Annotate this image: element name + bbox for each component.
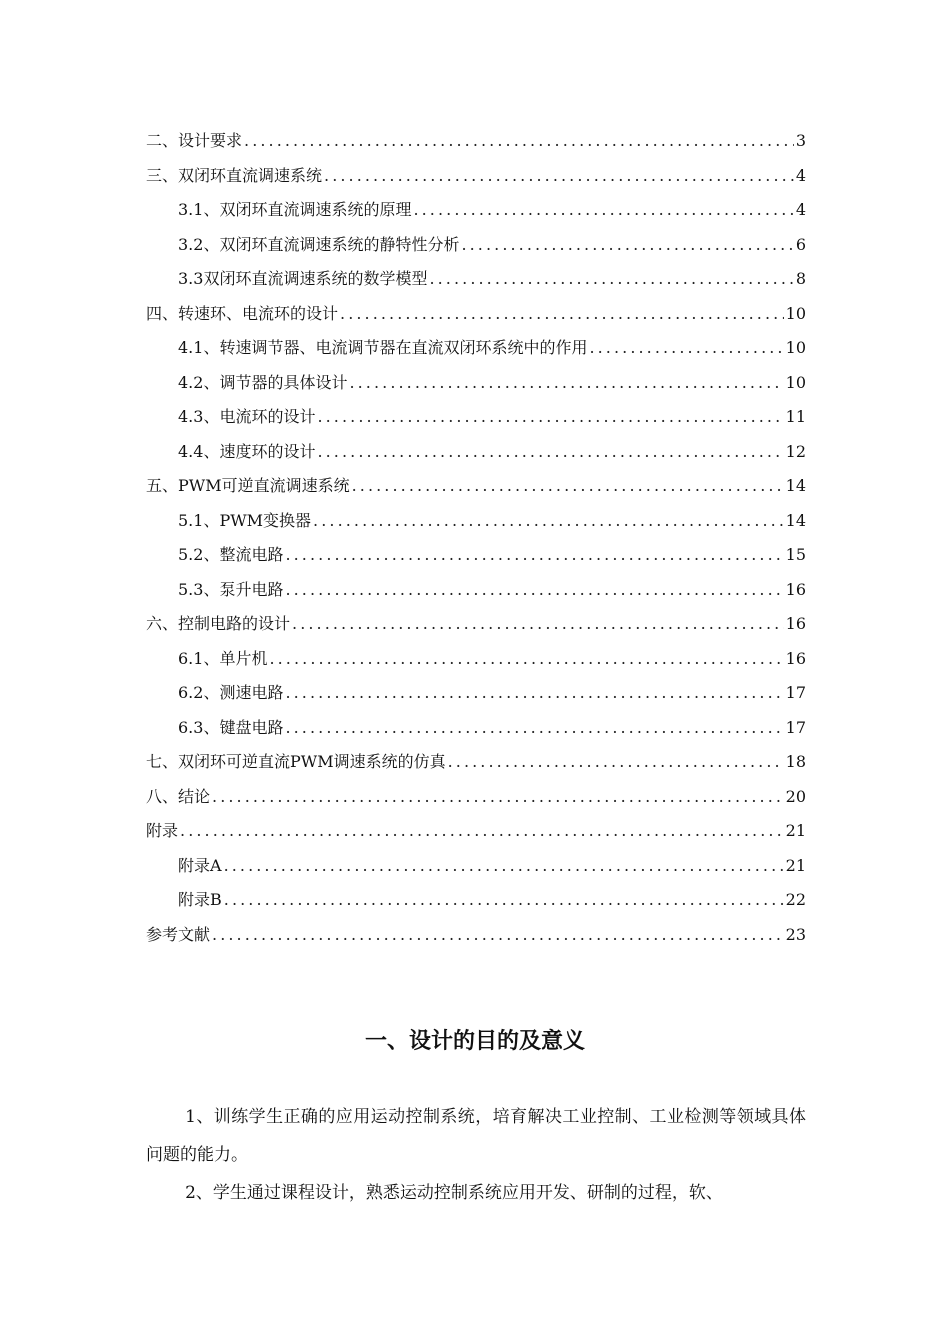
toc-entry-title: 三、双闭环直流调速系统 bbox=[146, 165, 323, 185]
toc-entry bbox=[146, 400, 806, 435]
toc-entry-title: 五、PWM可逆直流调速系统 bbox=[146, 476, 350, 495]
toc-leader-dots bbox=[340, 297, 784, 332]
body-paragraph: 1、训练学生正确的应用运动控制系统，培育解决工业控制、工业检测等领域具体问题的能力。 bbox=[146, 1107, 806, 1165]
toc-leader-dots bbox=[212, 918, 784, 953]
toc-entry-title: 3.1、双闭环直流调速系统的原理 bbox=[178, 200, 412, 219]
toc-entry bbox=[146, 711, 806, 746]
toc-entry bbox=[146, 814, 806, 849]
toc-leader-dots bbox=[313, 504, 784, 539]
toc-entry-page: 18 bbox=[785, 752, 806, 771]
toc-entry-title: 四、转速环、电流环的设计 bbox=[146, 303, 339, 323]
toc-entry-page: 17 bbox=[785, 683, 806, 702]
toc-entry bbox=[146, 124, 806, 159]
toc-leader-dots bbox=[429, 262, 793, 297]
toc-entry-page: 8 bbox=[795, 269, 806, 288]
toc-entry bbox=[146, 193, 806, 228]
toc-entry-page: 23 bbox=[785, 924, 806, 944]
toc-entry-title: 参考文献 bbox=[146, 924, 211, 944]
toc-entry bbox=[146, 607, 806, 642]
toc-entry bbox=[146, 573, 806, 608]
toc-leader-dots bbox=[180, 814, 784, 849]
toc-entry-title: 二、设计要求 bbox=[146, 131, 243, 150]
toc-entry-title: 4.3、电流环的设计 bbox=[178, 407, 316, 426]
toc-leader-dots bbox=[285, 538, 783, 573]
toc-entry-page: 21 bbox=[785, 855, 806, 875]
toc-entry bbox=[146, 642, 806, 677]
toc-entry-title: 4.1、转速调节器、电流调节器在直流双闭环系统中的作用 bbox=[178, 338, 588, 357]
toc-leader-dots bbox=[349, 366, 783, 401]
toc-leader-dots bbox=[244, 124, 794, 159]
toc-entry bbox=[146, 780, 806, 815]
toc-entry-page: 16 bbox=[785, 579, 806, 599]
toc-leader-dots bbox=[292, 607, 784, 642]
toc-leader-dots bbox=[212, 780, 784, 815]
toc-entry-page: 6 bbox=[795, 234, 806, 254]
toc-leader-dots bbox=[285, 711, 783, 746]
toc-entry-title: 七、双闭环可逆直流PWM调速系统的仿真 bbox=[146, 752, 446, 771]
table-of-contents bbox=[146, 124, 806, 952]
toc-entry bbox=[146, 745, 806, 780]
toc-leader-dots bbox=[317, 435, 783, 470]
toc-entry-title: 附录A bbox=[178, 855, 222, 875]
section-body bbox=[146, 1098, 806, 1212]
toc-leader-dots bbox=[285, 573, 783, 608]
toc-entry bbox=[146, 883, 806, 918]
toc-entry-title: 八、结论 bbox=[146, 786, 211, 806]
toc-entry-title: 4.4、速度环的设计 bbox=[178, 441, 316, 461]
toc-entry bbox=[146, 469, 806, 504]
toc-leader-dots bbox=[324, 159, 794, 194]
toc-entry-page: 14 bbox=[785, 510, 806, 530]
toc-entry-title: 3.2、双闭环直流调速系统的静特性分析 bbox=[178, 234, 460, 254]
toc-leader-dots bbox=[224, 883, 784, 918]
toc-leader-dots bbox=[448, 745, 784, 780]
toc-entry bbox=[146, 538, 806, 573]
toc-entry bbox=[146, 228, 806, 263]
toc-leader-dots bbox=[589, 331, 783, 366]
toc-entry-page: 4 bbox=[795, 165, 806, 185]
toc-leader-dots bbox=[461, 228, 793, 263]
toc-entry bbox=[146, 504, 806, 539]
toc-entry-page: 4 bbox=[795, 200, 806, 219]
toc-entry-title: 4.2、调节器的具体设计 bbox=[178, 372, 348, 392]
toc-entry-page: 14 bbox=[785, 476, 806, 495]
toc-entry-page: 10 bbox=[785, 338, 806, 357]
toc-entry-title: 附录 bbox=[146, 821, 179, 840]
section-heading: 一、设计的目的及意义 bbox=[364, 1029, 585, 1054]
toc-entry-page: 3 bbox=[795, 131, 806, 150]
body-paragraph: 2、学生通过课程设计，熟悉运动控制系统应用开发、研制的过程，软、 bbox=[185, 1183, 723, 1203]
toc-entry bbox=[146, 331, 806, 366]
toc-entry bbox=[146, 297, 806, 332]
toc-entry-title: 5.3、泵升电路 bbox=[178, 579, 284, 599]
toc-leader-dots bbox=[317, 400, 783, 435]
toc-entry-title: 6.2、测速电路 bbox=[178, 683, 284, 702]
toc-entry bbox=[146, 262, 806, 297]
toc-leader-dots bbox=[285, 676, 783, 711]
toc-entry-page: 22 bbox=[785, 890, 806, 909]
toc-entry-page: 20 bbox=[785, 786, 806, 806]
toc-entry-page: 10 bbox=[785, 303, 806, 323]
toc-entry-page: 16 bbox=[785, 614, 806, 633]
toc-leader-dots bbox=[269, 642, 783, 677]
toc-entry-page: 12 bbox=[785, 441, 806, 461]
toc-entry bbox=[146, 435, 806, 470]
toc-entry-title: 5.2、整流电路 bbox=[178, 545, 284, 564]
toc-entry bbox=[146, 918, 806, 953]
toc-entry-page: 21 bbox=[785, 821, 806, 840]
toc-entry bbox=[146, 676, 806, 711]
toc-leader-dots bbox=[413, 193, 793, 228]
toc-entry-title: 附录B bbox=[178, 890, 222, 909]
toc-entry bbox=[146, 366, 806, 401]
toc-entry-page: 10 bbox=[785, 372, 806, 392]
toc-entry-title: 5.1、PWM变换器 bbox=[178, 510, 312, 530]
toc-leader-dots bbox=[352, 469, 784, 504]
toc-entry bbox=[146, 849, 806, 884]
toc-entry bbox=[146, 159, 806, 194]
toc-leader-dots bbox=[224, 849, 784, 884]
toc-entry-title: 3.3双闭环直流调速系统的数学模型 bbox=[178, 269, 428, 288]
toc-entry-title: 六、控制电路的设计 bbox=[146, 614, 291, 633]
toc-entry-page: 17 bbox=[785, 717, 806, 737]
toc-entry-title: 6.3、键盘电路 bbox=[178, 717, 284, 737]
toc-entry-page: 16 bbox=[785, 648, 806, 668]
toc-entry-title: 6.1、单片机 bbox=[178, 648, 268, 668]
toc-entry-page: 15 bbox=[785, 545, 806, 564]
toc-entry-page: 11 bbox=[785, 407, 806, 426]
